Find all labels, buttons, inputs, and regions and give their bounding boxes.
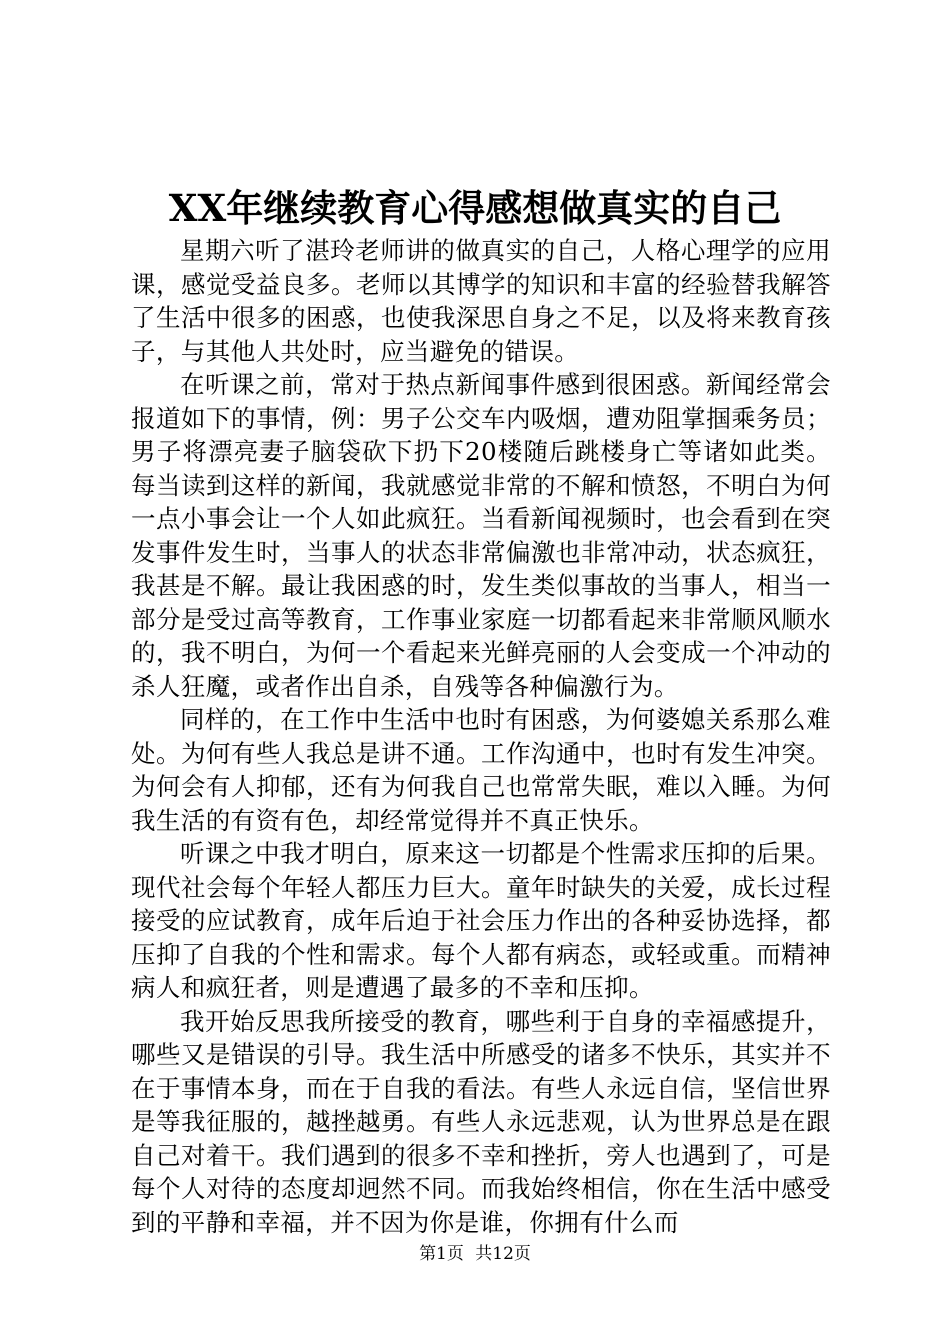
document-body [131,234,831,1239]
paragraph: 我开始反思我所接受的教育，哪些利于自身的幸福感提升，哪些又是错误的引导。我生活中所感受的诸多不快乐，其实并不在于事情本身，而在于自我的看法。有些人永远自信，坚信世界是等我征服的，越挫越勇。有些人永远悲观，认为世界总是在跟自己对着干。我们遇到的很多不幸和挫折，旁人也遇到了，可是每个人对待的态度却迥然不同。而我始终相信，你在生活中感受到的平静和幸福，并不因为你是谁，你拥有什么而 [131,1006,831,1237]
paragraph: 星期六听了湛玲老师讲的做真实的自己，人格心理学的应用课，感觉受益良多。老师以其博学的知识和丰富的经验替我解答了生活中很多的困惑，也使我深思自身之不足，以及将来教育孩子，与其他人共处时，应当避免的错误。 [131,236,831,366]
page-footer [0,1242,950,1266]
paragraph: 听课之中我才明白，原来这一切都是个性需求压抑的后果。现代社会每个年轻人都压力巨大。童年时缺失的关爱，成长过程接受的应试教育，成年后迫于社会压力作出的各种妥协选择，都压抑了自我的个性和需求。每个人都有病态，或轻或重。而精神病人和疯狂者，则是遭遇了最多的不幸和压抑。 [131,839,831,1002]
paragraph: 在听课之前，常对于热点新闻事件感到很困惑。新闻经常会报道如下的事情，例：男子公交车内吸烟，遭劝阻掌掴乘务员；男子将漂亮妻子脑袋砍下扔下20楼随后跳楼身亡等诸如此类。每当读到这样的新闻，我就感觉非常的不解和愤怒，不明白为何一点小事会让一个人如此疯狂。当看新闻视频时，也会看到在突发事件发生时，当事人的状态非常偏激也非常冲动，状态疯狂，我甚是不解。最让我困惑的时，发生类似事故的当事人，相当一部分是受过高等教育，工作事业家庭一切都看起来非常顺风顺水的，我不明白，为何一个看起来光鲜亮丽的人会变成一个冲动的杀人狂魔，或者作出自杀，自残等各种偏激行为。 [131,370,831,701]
document-title: XX年继续教育心得感想做真实的自己 [168,186,782,230]
page-number: 第1页 [419,1244,464,1264]
paragraph: 同样的，在工作中生活中也时有困惑，为何婆媳关系那么难处。为何有些人我总是讲不通。工作沟通中，也时有发生冲突。为何会有人抑郁，还有为何我自己也常常失眠，难以入睡。为何我生活的有资有色，却经常觉得并不真正快乐。 [131,705,831,835]
page-total: 共12页 [475,1244,531,1264]
